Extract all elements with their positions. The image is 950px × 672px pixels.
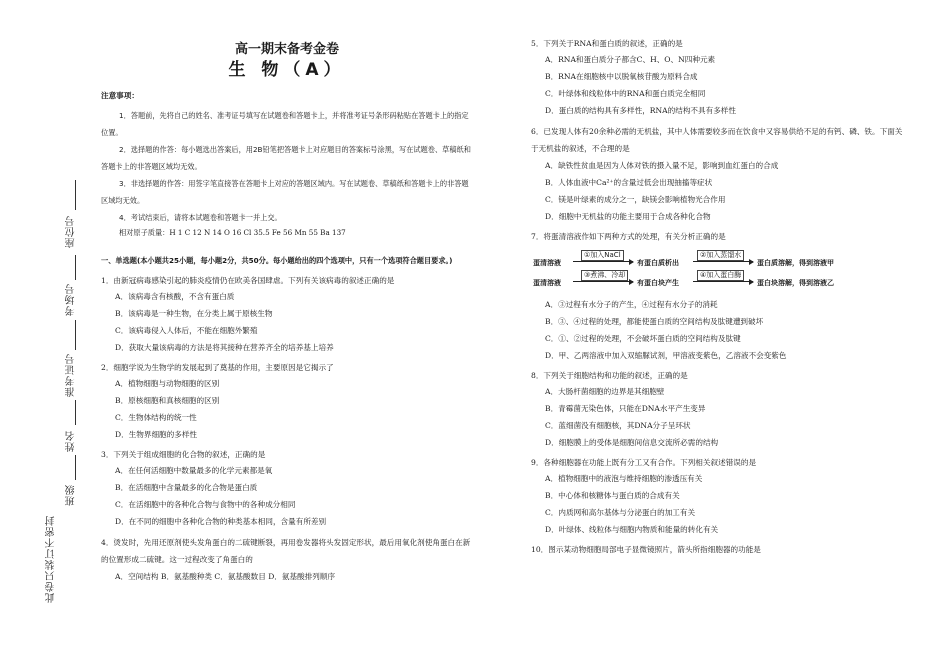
option-c: C．①、②过程的处理，不会破坏蛋白质的空间结构及肽键: [545, 334, 741, 343]
question-7: [531, 229, 903, 364]
option-a: A．植物细胞与动物细胞的区别: [115, 379, 220, 388]
notice-heading: 注意事项：: [101, 91, 139, 100]
question-stem: 4．烫发时，先用还原剂使头发角蛋白的二硫键断裂，再用卷发器将头发固定形状，最后用氧化剂使角蛋白在新的位置形成二硫键。这一过程改变了角蛋白的: [101, 538, 471, 564]
seal-note: 此卷只装订不密封: [46, 515, 57, 603]
notice-item-4: 4．考试结束后，请将本试题卷和答题卡一并上交。: [119, 213, 282, 222]
section-heading: 一、单选题(本小题共25小题，每小题2分，共50分。每小题给出的四个选项中，只有一个选项符合题目要求。): [101, 256, 453, 265]
process-diagram: [531, 248, 903, 288]
option-d: D．叶绿体、线粒体与细胞内物质和能量的转化有关: [545, 525, 719, 534]
question-6: [531, 123, 903, 225]
question-stem: 8．下列关于细胞结构和功能的叙述，正确的是: [531, 371, 688, 380]
option-c: C．在活细胞中的各种化合物与食物中的各种成分相同: [115, 500, 296, 509]
question-stem: 10．图示某动物细胞局部电子显微镜照片，箭头所指细胞器的功能是: [531, 545, 761, 554]
arrow-3: [573, 281, 633, 282]
option-a: A．大肠杆菌细胞的边界是其细胞壁: [545, 387, 665, 396]
question-stem: 1．由新冠病毒感染引起的肺炎疫情仍在欧美各国肆虐。下列有关该病毒的叙述正确的是: [101, 276, 395, 285]
question-stem: 6．已发现人体有20余种必需的无机盐，其中人体需要较多而在饮食中又容易供给不足的有钙、磷、铁。下面关于无机盐的叙述，不合理的是: [531, 127, 903, 153]
question-10: [531, 542, 903, 557]
notice-item-1: 1．答题前，先将自己的姓名、准考证号填写在试题卷和答题卡上，并将准考证号条形码粘贴在答题卡上的指定位置。: [101, 111, 469, 137]
option-d: D．获取大量该病毒的方法是将其接种在营养齐全的培养基上培养: [115, 343, 334, 352]
question-stem: 3．下列关于组成细胞的化合物的叙述，正确的是: [101, 450, 266, 459]
option-a: A．RNA和蛋白质分子都含C、H、O、N四种元素: [545, 55, 716, 64]
question-stem: 2．细胞学说为生物学的发展起到了奠基的作用，主要原因是它揭示了: [101, 363, 334, 372]
question-1: [101, 273, 473, 356]
paper-subtitle: 生 物（A）: [228, 60, 346, 80]
atomic-mass: 相对原子质量：H 1 C 12 N 14 O 16 Cl 35.5 Fe 56 Mn 55 Ba 137: [119, 228, 346, 237]
question-4: [101, 534, 473, 585]
step-3-label: ③煮沸、冷却: [581, 270, 628, 281]
arrow-4: [693, 281, 753, 282]
right-column: [531, 36, 903, 557]
paper-title: 高一期末备考金卷: [234, 42, 339, 57]
source-solution-1: 蛋清溶液: [533, 259, 561, 267]
room-line: [75, 255, 76, 280]
step-1-label: ①加入NaCl: [581, 250, 624, 261]
intermediate-2: 有蛋白块产生: [637, 279, 679, 287]
name-label: 姓名: [66, 430, 77, 452]
question-stem: 9．各种细胞器在功能上既有分工又有合作。下列相关叙述错误的是: [531, 458, 757, 467]
notice-item-2: 2．选择题的作答：每小题选出答案后，用2B铅笔把答题卡上对应题目的答案标号涂黑，写在试题卷、草稿纸和答题卡上的非答题区域均无效。: [101, 145, 471, 171]
ticket-label: 准考证号: [66, 353, 77, 397]
notice-item-3: 3．非选择题的作答：用签字笔直接答在答题卡上对应的答题区域内。写在试题卷、草稿纸和答题卡上的非答题区域均无效。: [101, 179, 469, 205]
question-stem: 5．下列关于RNA和蛋白质的叙述，正确的是: [531, 39, 683, 48]
option-b: B．青霉菌无染色体，只能在DNA水平产生变异: [545, 404, 706, 413]
option-c: C．蓝细菌没有细胞核，其DNA分子呈环状: [545, 421, 691, 430]
left-column: [101, 36, 473, 585]
option-c: C．生物体结构的统一性: [115, 413, 197, 422]
option-d: D．在不同的细胞中各种化合物的种类基本相同，含量有所差别: [115, 517, 327, 526]
option-a: A．该病毒含有核酸，不含有蛋白质: [115, 292, 235, 301]
option-b: B．该病毒是一种生物，在分类上属于原核生物: [115, 309, 273, 318]
arrow-1: [573, 261, 633, 262]
option-c: C．内质网和高尔基体与分泌蛋白的加工有关: [545, 508, 696, 517]
result-1: 蛋白质溶解，得到溶液甲: [757, 259, 834, 267]
option-a: A．缺铁性贫血是因为人体对铁的摄入量不足，影响到血红蛋白的合成: [545, 161, 779, 170]
option-b: B．RNA在细胞核中以脱氧核苷酸为原料合成: [545, 72, 698, 81]
question-2: [101, 360, 473, 443]
option-d: D．细胞膜上的受体是细胞间信息交流所必需的结构: [545, 438, 719, 447]
option-c: C．镁是叶绿素的成分之一，缺镁会影响植物光合作用: [545, 195, 726, 204]
option-c: C．叶绿体和线粒体中的RNA和蛋白质完全相同: [545, 89, 706, 98]
question-5: [531, 36, 903, 119]
result-2: 蛋白块溶解，得到溶液乙: [757, 279, 834, 287]
question-8: [531, 368, 903, 451]
option-d: D．生物界细胞的多样性: [115, 430, 198, 439]
exam-room-label: 考场号: [66, 283, 77, 316]
option-d: D．甲、乙两溶液中加入双缩脲试剂，甲溶液变紫色，乙溶液不会变紫色: [545, 351, 787, 360]
option-b: B．中心体和核糖体与蛋白质的合成有关: [545, 491, 680, 500]
question-9: [531, 455, 903, 538]
option-d: D．细胞中无机盐的功能主要用于合成各种化合物: [545, 212, 711, 221]
option-b: B．人体血液中Ca²⁺的含量过低会出现抽搐等症状: [545, 178, 713, 187]
source-solution-2: 蛋清溶液: [533, 279, 561, 287]
step-2-label: ②加入蒸馏水: [697, 250, 744, 261]
option-b: B．原核细胞和真核细胞的区别: [115, 396, 220, 405]
step-4-label: ④加入蛋白酶: [697, 270, 744, 281]
binding-margin: [0, 0, 95, 672]
question-3: [101, 447, 473, 530]
option-a: A．在任何活细胞中数量最多的化学元素都是氧: [115, 466, 273, 475]
class-line: [75, 455, 76, 480]
option-d: D．蛋白质的结构具有多样性，RNA的结构不具有多样性: [545, 106, 736, 115]
option-b: B．③、④过程的处理，都能使蛋白质的空间结构及肽键遭到破坏: [545, 317, 764, 326]
question-stem: 7．将蛋清溶液作如下两种方式的处理，有关分析正确的是: [531, 232, 726, 241]
intermediate-1: 有蛋白质析出: [637, 259, 679, 267]
name-line: [75, 400, 76, 425]
seat-line: [75, 180, 76, 210]
ticket-line: [75, 320, 76, 350]
class-label: 班级: [66, 484, 77, 506]
option-c: C．该病毒侵入人体后，不能在细胞外繁殖: [115, 326, 258, 335]
option-a: A．植物细胞中的液泡与维持细胞的渗透压有关: [545, 474, 703, 483]
seat-label: 座位号: [66, 215, 77, 248]
options-line: A．空间结构 B．氨基酸种类 C．氨基酸数目 D．氨基酸排列顺序: [115, 572, 336, 581]
option-b: B．在活细胞中含量最多的化合物是蛋白质: [115, 483, 258, 492]
arrow-2: [693, 261, 753, 262]
option-a: A．③过程有水分子的产生，④过程有水分子的消耗: [545, 300, 718, 309]
